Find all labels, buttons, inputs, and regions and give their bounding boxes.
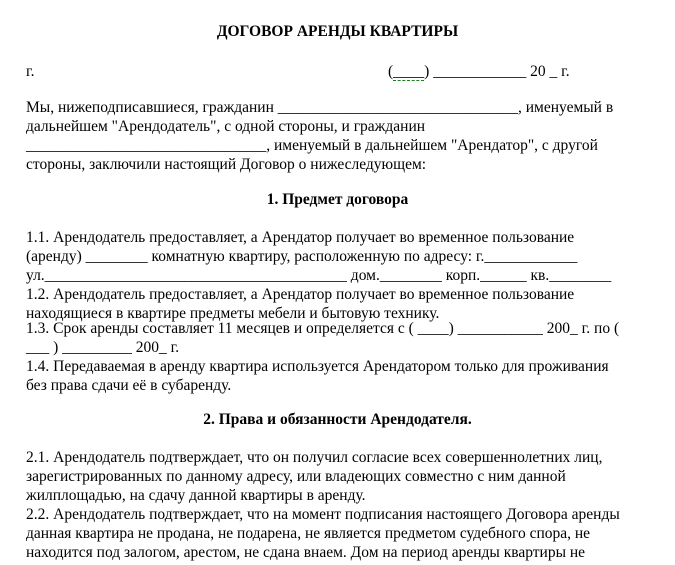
date-open-paren: ( bbox=[388, 63, 394, 80]
clause-line: 2.1. Арендодатель подтверждает, что он получил согласие всех совершеннолетних лиц, bbox=[26, 449, 603, 466]
clause-line: 1.2. Арендодатель предоставляет, а Арендатор получает во временное пользование bbox=[26, 286, 575, 303]
clause-line: (аренду) ________ комнатную квартиру, расположенную по адресу: г.____________ bbox=[26, 248, 578, 265]
clause-line: без права сдачи её в субаренду. bbox=[26, 377, 232, 394]
section-1-heading: 1. Предмет договора bbox=[266, 191, 409, 208]
date-rest: ) ____________ 20 _ г. bbox=[424, 63, 570, 80]
clause-line: 2.2. Арендодатель подтверждает, что на момент подписания настоящего Договора аренды bbox=[26, 506, 620, 523]
clause-line: 1.1. Арендодатель предоставляет, а Арендатор получает во временное пользование bbox=[26, 229, 575, 246]
clause-line: зарегистрированных по данному адресу, или владеющих совместно с ним данной bbox=[26, 468, 566, 485]
preamble-line: _______________________________, именуемый в дальнейшем "Арендатор", с другой bbox=[26, 137, 598, 154]
clause-line: жилплощадью, на сдачу данной квартиры в аренду. bbox=[26, 487, 366, 504]
clause-line: данная квартира не продана, не подарена, не является предметом судебного спора, не bbox=[26, 525, 591, 542]
clause-line: ул._______________________________________ дом.________ корп.______ кв.________ bbox=[26, 267, 612, 284]
preamble-line: Мы, нижеподписавшиеся, гражданин _______________________________, именуемый в bbox=[26, 99, 614, 116]
clause-line: находящиеся в квартире предметы мебели и бытовую технику. bbox=[26, 305, 440, 322]
preamble-line: стороны, заключили настоящий Договор о нижеследующем: bbox=[26, 156, 427, 173]
document-title: ДОГОВОР АРЕНДЫ КВАРТИРЫ bbox=[216, 23, 459, 40]
city-label: г. bbox=[26, 63, 35, 80]
date-day-blank: ____ bbox=[393, 63, 425, 80]
preamble-line: дальнейшем "Арендодатель", с одной стороны, и гражданин bbox=[26, 118, 426, 135]
clause-line: 1.4. Передаваемая в аренду квартира используется Арендатором только для проживания bbox=[26, 358, 609, 375]
section-2-heading: 2. Права и обязанности Арендодателя. bbox=[203, 411, 472, 428]
clause-line: 1.3. Срок аренды составляет 11 месяцев и определяется с ( ____) ___________ 200_ г. по ( bbox=[26, 320, 620, 337]
clause-line: находится под залогом, арестом, не сдана внаем. Дом на период аренды квартиры не bbox=[26, 544, 586, 561]
date-line bbox=[388, 62, 570, 81]
clause-line: ___ ) _________ 200_ г. bbox=[26, 339, 180, 356]
